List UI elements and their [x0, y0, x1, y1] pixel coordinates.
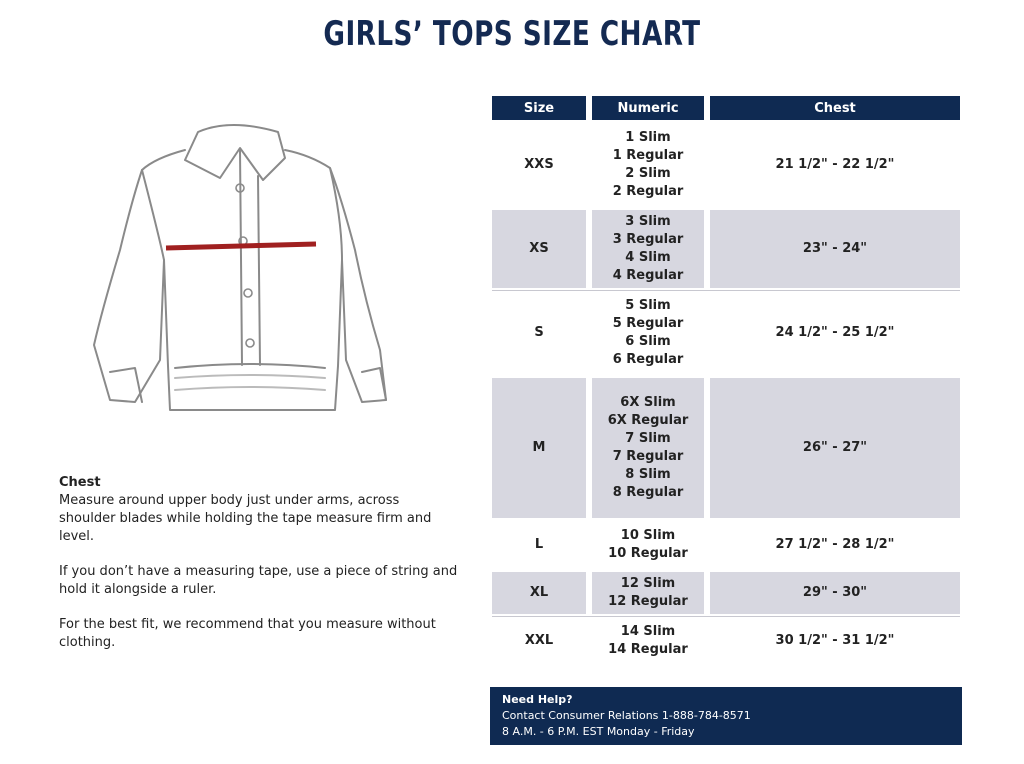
chest-cell-xs: 23" - 24" — [710, 210, 960, 288]
numeric-item: 14 Slim — [620, 624, 676, 639]
chest-cell-l: 27 1/2" - 28 1/2" — [775, 537, 895, 552]
numeric-cell-xl — [592, 572, 704, 614]
header-chest: Chest — [710, 96, 960, 120]
measure-paragraph-3: For the best fit, we recommend that you measure without clothing. — [59, 617, 436, 650]
numeric-item: 4 Regular — [612, 268, 684, 283]
size-cell-xxs: XXS — [524, 157, 554, 172]
numeric-item: 8 Regular — [612, 485, 684, 500]
numeric-item: 10 Regular — [608, 546, 688, 561]
numeric-item: 5 Slim — [625, 298, 671, 313]
size-cell-s: S — [534, 325, 544, 340]
numeric-cell-l — [592, 522, 704, 568]
chest-cell-m: 26" - 27" — [710, 378, 960, 518]
size-cell-xs: XS — [492, 210, 586, 288]
numeric-cell-m — [592, 378, 704, 518]
numeric-item: 6X Regular — [607, 413, 689, 428]
help-contact-line: Contact Consumer Relations 1-888-784-8571 — [502, 709, 751, 722]
numeric-item: 3 Regular — [612, 232, 684, 247]
numeric-cell-s — [592, 292, 704, 374]
size-cell-l: L — [534, 537, 544, 552]
numeric-item: 1 Slim — [625, 130, 671, 145]
shirt-illustration — [80, 110, 400, 430]
numeric-item: 10 Slim — [620, 528, 676, 543]
size-cell-m: M — [492, 378, 586, 518]
measure-paragraph-2: If you don’t have a measuring tape, use a piece of string and hold it alongside a ruler. — [59, 564, 458, 597]
numeric-cell-xxl — [592, 618, 704, 664]
numeric-item: 6 Regular — [612, 352, 684, 367]
help-hours-line: 8 A.M. - 6 P.M. EST Monday - Friday — [502, 725, 695, 738]
header-size: Size — [492, 96, 586, 120]
chest-cell-xxs: 21 1/2" - 22 1/2" — [775, 157, 895, 172]
numeric-item: 8 Slim — [625, 467, 671, 482]
measure-instructions — [59, 474, 459, 669]
numeric-item: 6 Slim — [625, 334, 671, 349]
help-box — [490, 687, 962, 745]
numeric-cell-xs — [592, 210, 704, 288]
chest-measure-line — [166, 244, 316, 248]
page-title: GIRLS’ TOPS SIZE CHART — [323, 14, 701, 54]
header-numeric: Numeric — [592, 96, 704, 120]
help-heading: Need Help? — [502, 693, 573, 706]
chest-cell-xxl: 30 1/2" - 31 1/2" — [775, 633, 895, 648]
numeric-item: 7 Slim — [625, 431, 671, 446]
size-cell-xxl: XXL — [524, 633, 554, 648]
measure-heading: Chest — [59, 475, 101, 490]
row-divider — [492, 290, 960, 291]
numeric-item: 14 Regular — [608, 642, 688, 657]
numeric-item: 7 Regular — [612, 449, 684, 464]
numeric-item: 3 Slim — [625, 214, 671, 229]
chest-cell-xl: 29" - 30" — [710, 572, 960, 614]
chest-cell-s: 24 1/2" - 25 1/2" — [775, 325, 895, 340]
numeric-item: 2 Slim — [625, 166, 671, 181]
size-cell-xl: XL — [492, 572, 586, 614]
numeric-cell-xxs — [592, 124, 704, 206]
numeric-item: 12 Slim — [620, 576, 676, 591]
numeric-item: 6X Slim — [620, 395, 676, 410]
numeric-item: 4 Slim — [625, 250, 671, 265]
measure-paragraph-1: Measure around upper body just under arms, across shoulder blades while holding the tape measure firm and level. — [59, 493, 432, 544]
row-divider — [492, 616, 960, 617]
numeric-item: 12 Regular — [608, 594, 688, 609]
numeric-item: 1 Regular — [612, 148, 684, 163]
numeric-item: 5 Regular — [612, 316, 684, 331]
numeric-item: 2 Regular — [612, 184, 684, 199]
